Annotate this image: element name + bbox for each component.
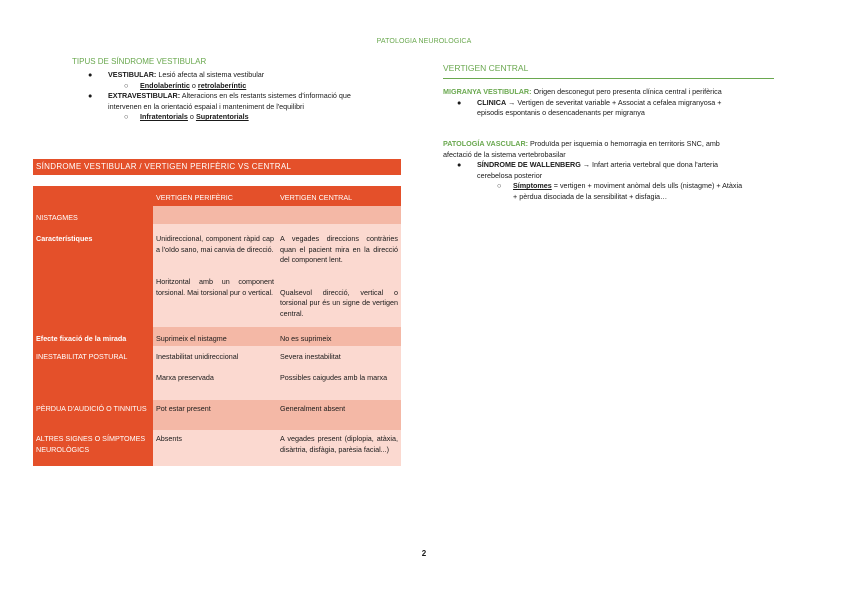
table-cell <box>153 206 277 224</box>
tipus-title: TIPUS DE SÍNDROME VESTIBULAR <box>72 57 207 66</box>
list-subitem: ○ Endolaberíntic o retrolaberíntic <box>124 80 247 90</box>
page-number: 2 <box>421 549 427 558</box>
row-label-caracteristiques: Característiques <box>33 224 153 327</box>
table-cell: Suprimeix el nistagme <box>153 327 277 346</box>
page-header: PATOLOGIA NEUROLOGICA <box>376 38 472 45</box>
table-cell: Generalment absent <box>277 400 401 430</box>
table-header-blank <box>33 186 153 206</box>
migranya-block: MIGRANYA VESTIBULAR: Origen desconegut pero presenta clínica central i perifèrica ● CLINICA → Vertigen de severitat variable + Associat a cefalea migranyosa + episodis espontanis o desencadenants per migranya <box>443 87 722 117</box>
list-item-cont: intervenen en la orientació espaial i manteniment de l'equilibri <box>108 101 304 111</box>
table-cell: A vegades direccions contràries quan el pacient mira en la direcció del component lent. Qualsevol direcció, vertical o torsional pur és un signe de vertigen central. <box>277 224 401 327</box>
list-subitem: ○ Infratentorials o Supratentorials <box>124 112 249 121</box>
list-item: ● VESTIBULAR: Lesió afecta al sistema vestibular <box>88 70 265 79</box>
table-cell: Unidireccional, component ràpid cap a l'oïdo sano, mai canvia de direcció. Horitzontal amb un component torsional. Mai torsional pur o vertical. <box>153 224 277 327</box>
tipus-list <box>88 70 408 123</box>
table-cell: Inestabilitat unidireccional Marxa preservada <box>153 346 277 400</box>
title-underline <box>443 78 774 79</box>
table-cell: A vegades present (diplopia, atàxia, disàrtria, disfàgia, parèsia facial...) <box>277 430 401 466</box>
list-item: ● EXTRAVESTIBULAR: Alteracions en els restants sistemes d'informació que <box>88 91 351 100</box>
col-header-central: VERTIGEN CENTRAL <box>277 186 401 206</box>
table-cell: Pot estar present <box>153 400 277 430</box>
table-cell: Severa inestabilitat Possibles caigudes amb la marxa <box>277 346 401 400</box>
row-label-nistagmes: NISTAGMES <box>33 206 153 224</box>
row-label-fixacio: Efecte fixació de la mirada <box>33 327 153 346</box>
table-title: SÍNDROME VESTIBULAR / VERTIGEN PERIFÈRIC VS CENTRAL <box>33 159 401 175</box>
table-cell: No es suprimeix <box>277 327 401 346</box>
row-label-audicio: PÈRDUA D'AUDICIÓ O TINNITUS <box>33 400 153 430</box>
vertigen-central-title: VERTIGEN CENTRAL <box>443 63 529 73</box>
row-label-altres: ALTRES SIGNES O SÍMPTOMES NEUROLÒGICS <box>33 430 153 466</box>
table-cell <box>277 206 401 224</box>
row-label-inestabilitat: INESTABILITAT POSTURAL <box>33 346 153 400</box>
table-cell: Absents <box>153 430 277 466</box>
col-header-periferic: VERTIGEN PERIFÈRIC <box>153 186 277 206</box>
vascular-block: PATOLOGÍA VASCULAR: Produïda per isquemia o hemorragia en territoris SNC, amb afectació de la sistema vertebrobasilar ● SÍNDROME DE WALLENBERG → Infart arteria vertebral que dona l'arteria cerebelosa posterior ○ Símptomes = vertigen + moviment anòmal dels ulls (nistagme) + Atàxia + pèrdua disociada de la sensibilitat + disfagia… <box>443 139 743 201</box>
